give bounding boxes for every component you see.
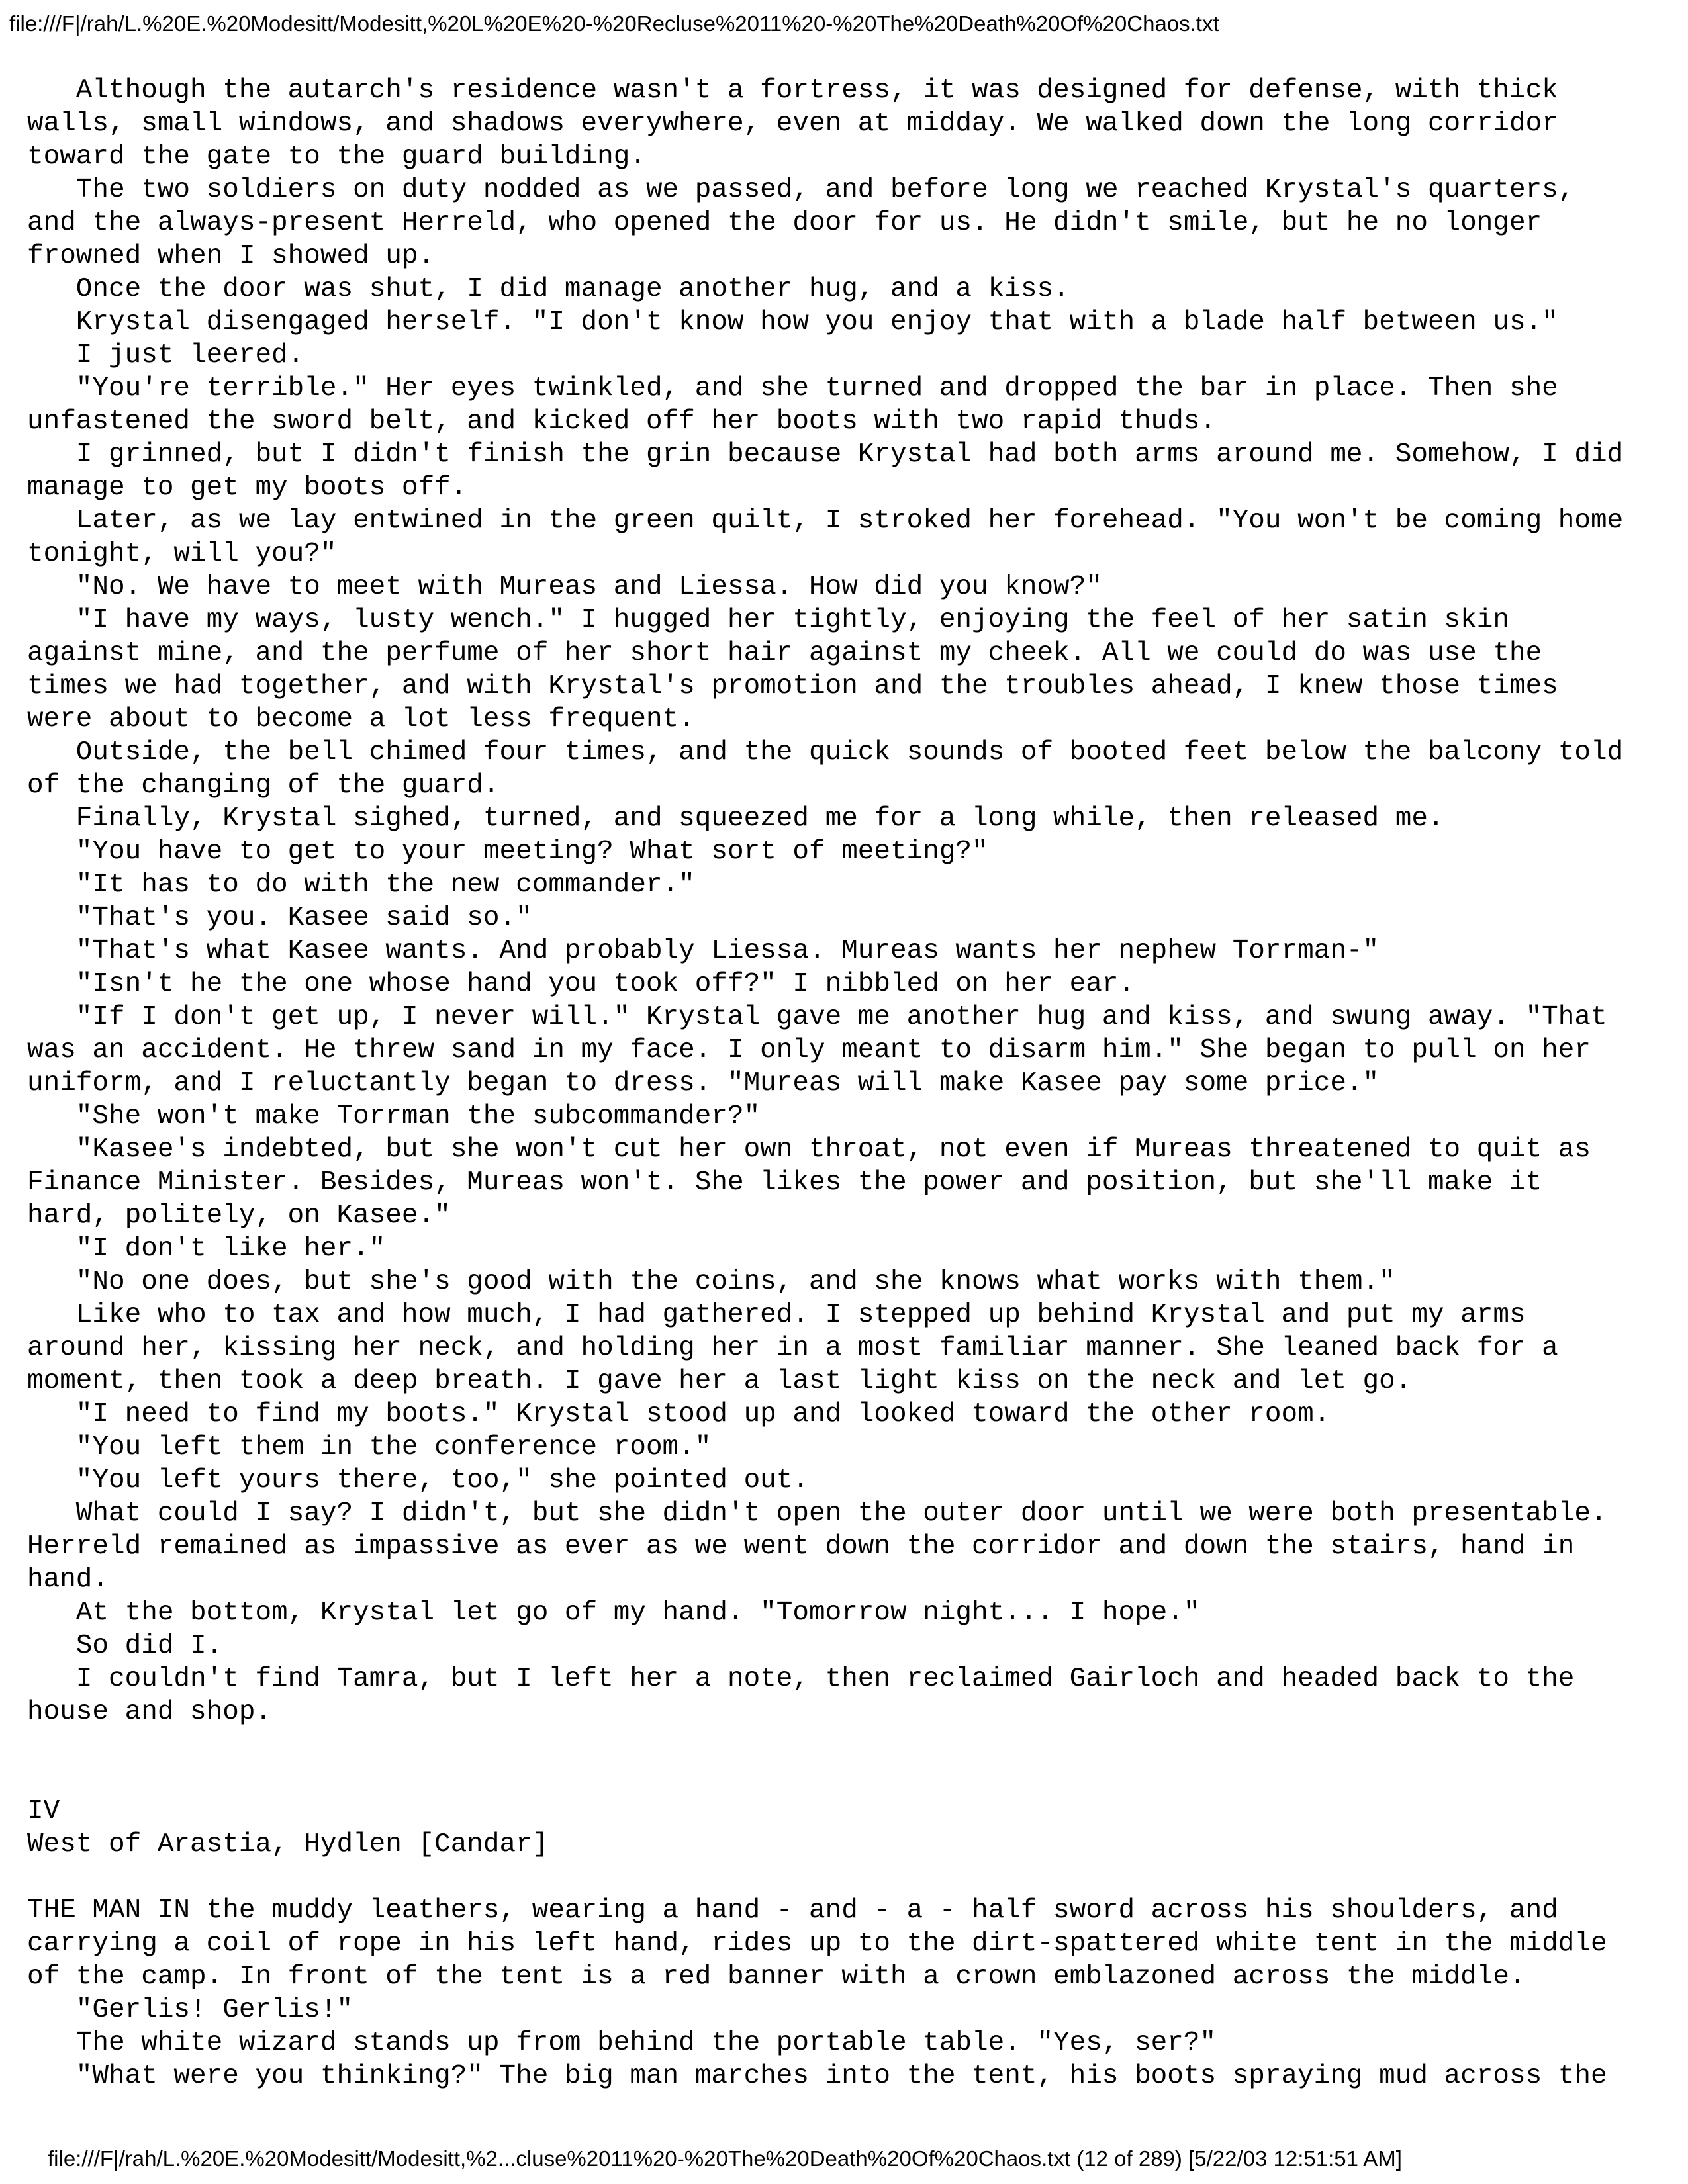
text-line: against mine, and the perfume of her short hair against my cheek. All we could do was use the [27, 638, 1542, 668]
text-line: "I don't like her." [27, 1234, 386, 1264]
text-line: "You left yours there, too," she pointed out. [27, 1465, 809, 1496]
footer-file-url: file:///F|/rah/L.%20E.%20Modesitt/Modesitt,%2...cluse%2011%20-%20The%20Death%20Of%20Chaos.txt (12 of 289) [5/22/03 12:51:51 AM] [48, 2146, 1402, 2171]
text-line: of the camp. In front of the tent is a red banner with a crown emblazoned across the middle. [27, 1962, 1526, 1992]
text-line: "I need to find my boots." Krystal stood up and looked toward the other room. [27, 1399, 1331, 1430]
text-line: frowned when I showed up. [27, 241, 435, 271]
text-line: "You left them in the conference room." [27, 1432, 712, 1463]
text-line: "Kasee's indebted, but she won't cut her own throat, not even if Mureas threatened to quit as [27, 1134, 1591, 1165]
text-line: Once the door was shut, I did manage another hug, and a kiss. [27, 274, 1070, 304]
text-line: "You're terrible." Her eyes twinkled, and she turned and dropped the bar in place. Then she [27, 373, 1558, 404]
text-line: tonight, will you?" [27, 539, 337, 569]
text-line: around her, kissing her neck, and holding her in a most familiar manner. She leaned back for a [27, 1333, 1558, 1363]
text-line: hard, politely, on Kasee." [27, 1201, 451, 1231]
text-line: "No. We have to meet with Mureas and Liessa. How did you know?" [27, 572, 1102, 602]
text-line: Although the autarch's residence wasn't a fortress, it was designed for defense, with thick [27, 75, 1558, 106]
text-line: unfastened the sword belt, and kicked off her boots with two rapid thuds. [27, 406, 1217, 437]
text-line: At the bottom, Krystal let go of my hand. "Tomorrow night... I hope." [27, 1598, 1200, 1628]
text-line: The two soldiers on duty nodded as we passed, and before long we reached Krystal's quarters, [27, 175, 1575, 205]
text-line: "Isn't he the one whose hand you took off?" I nibbled on her ear. [27, 969, 1135, 999]
text-line: "You have to get to your meeting? What sort of meeting?" [27, 837, 988, 867]
text-block [27, 74, 1669, 1729]
text-line: times we had together, and with Krystal's promotion and the troubles ahead, I knew those times [27, 671, 1558, 702]
text-line: "If I don't get up, I never will." Krystal gave me another hug and kiss, and swung away. "That [27, 1002, 1607, 1032]
text-line: I grinned, but I didn't finish the grin because Krystal had both arms around me. Somehow, I did [27, 439, 1624, 470]
text-line: walls, small windows, and shadows everywhere, even at midday. We walked down the long corridor [27, 109, 1558, 139]
text-line: toward the gate to the guard building. [27, 142, 646, 172]
document-text [27, 74, 1669, 2093]
text-line: I couldn't find Tamra, but I left her a note, then reclaimed Gairloch and headed back to the [27, 1664, 1575, 1694]
text-line: was an accident. He threw sand in my face. I only meant to disarm him." She began to pull on her [27, 1035, 1591, 1066]
text-line: carrying a coil of rope in his left hand, rides up to the dirt-spattered white tent in the middle [27, 1929, 1607, 1959]
text-line: moment, then took a deep breath. I gave her a last light kiss on the neck and let go. [27, 1366, 1412, 1396]
text-line: The white wizard stands up from behind the portable table. "Yes, ser?" [27, 2028, 1217, 2058]
text-line: Finally, Krystal sighed, turned, and squeezed me for a long while, then released me. [27, 803, 1444, 834]
text-line: "I have my ways, lusty wench." I hugged her tightly, enjoying the feel of her satin skin [27, 605, 1509, 635]
text-line: Later, as we lay entwined in the green quilt, I stroked her forehead. "You won't be coming home [27, 506, 1624, 536]
text-line: "What were you thinking?" The big man marches into the tent, his boots spraying mud across the [27, 2061, 1607, 2091]
text-line: Outside, the bell chimed four times, and the quick sounds of booted feet below the balcony told [27, 737, 1624, 768]
text-line: Herreld remained as impassive as ever as we went down the corridor and down the stairs, hand in [27, 1531, 1575, 1562]
text-line: Krystal disengaged herself. "I don't know how you enjoy that with a blade half between us." [27, 307, 1558, 338]
text-line: of the changing of the guard. [27, 770, 500, 801]
text-line: uniform, and I reluctantly began to dress. "Mureas will make Kasee pay some price." [27, 1068, 1380, 1099]
text-line: THE MAN IN the muddy leathers, wearing a hand - and - a - half sword across his shoulders, and [27, 1895, 1558, 1926]
text-line: Finance Minister. Besides, Mureas won't. She likes the power and position, but she'll make it [27, 1167, 1542, 1198]
blank-line [27, 1762, 1669, 1795]
text-line: Like who to tax and how much, I had gathered. I stepped up behind Krystal and put my arms [27, 1300, 1526, 1330]
blank-line [27, 1861, 1669, 1894]
text-line: "It has to do with the new commander." [27, 870, 695, 900]
header-file-url: file:///F|/rah/L.%20E.%20Modesitt/Modesitt,%20L%20E%20-%20Recluse%2011%20-%20The%20Death%20Of%20Chaos.txt [9, 11, 1219, 36]
text-line: hand. [27, 1565, 109, 1595]
text-line: "That's you. Kasee said so." [27, 903, 532, 933]
text-line: "She won't make Torrman the subcommander?" [27, 1101, 761, 1132]
chapter-number: IV [27, 1796, 60, 1827]
text-line: were about to become a lot less frequent. [27, 704, 695, 735]
text-line: "No one does, but she's good with the coins, and she knows what works with them." [27, 1267, 1395, 1297]
text-line: So did I. [27, 1631, 223, 1661]
blank-line [27, 1729, 1669, 1762]
text-line: "Gerlis! Gerlis!" [27, 1995, 353, 2025]
chapter-text-block [27, 1894, 1669, 2093]
text-line: and the always-present Herreld, who opened the door for us. He didn't smile, but he no longer [27, 208, 1542, 238]
text-line: house and shop. [27, 1697, 272, 1727]
text-line: I just leered. [27, 340, 305, 371]
chapter-location: West of Arastia, Hydlen [Candar] [27, 1829, 549, 1860]
text-line: "That's what Kasee wants. And probably Liessa. Mureas wants her nephew Torrman-" [27, 936, 1380, 966]
text-line: manage to get my boots off. [27, 473, 467, 503]
text-line: What could I say? I didn't, but she didn't open the outer door until we were both presentable. [27, 1498, 1607, 1529]
